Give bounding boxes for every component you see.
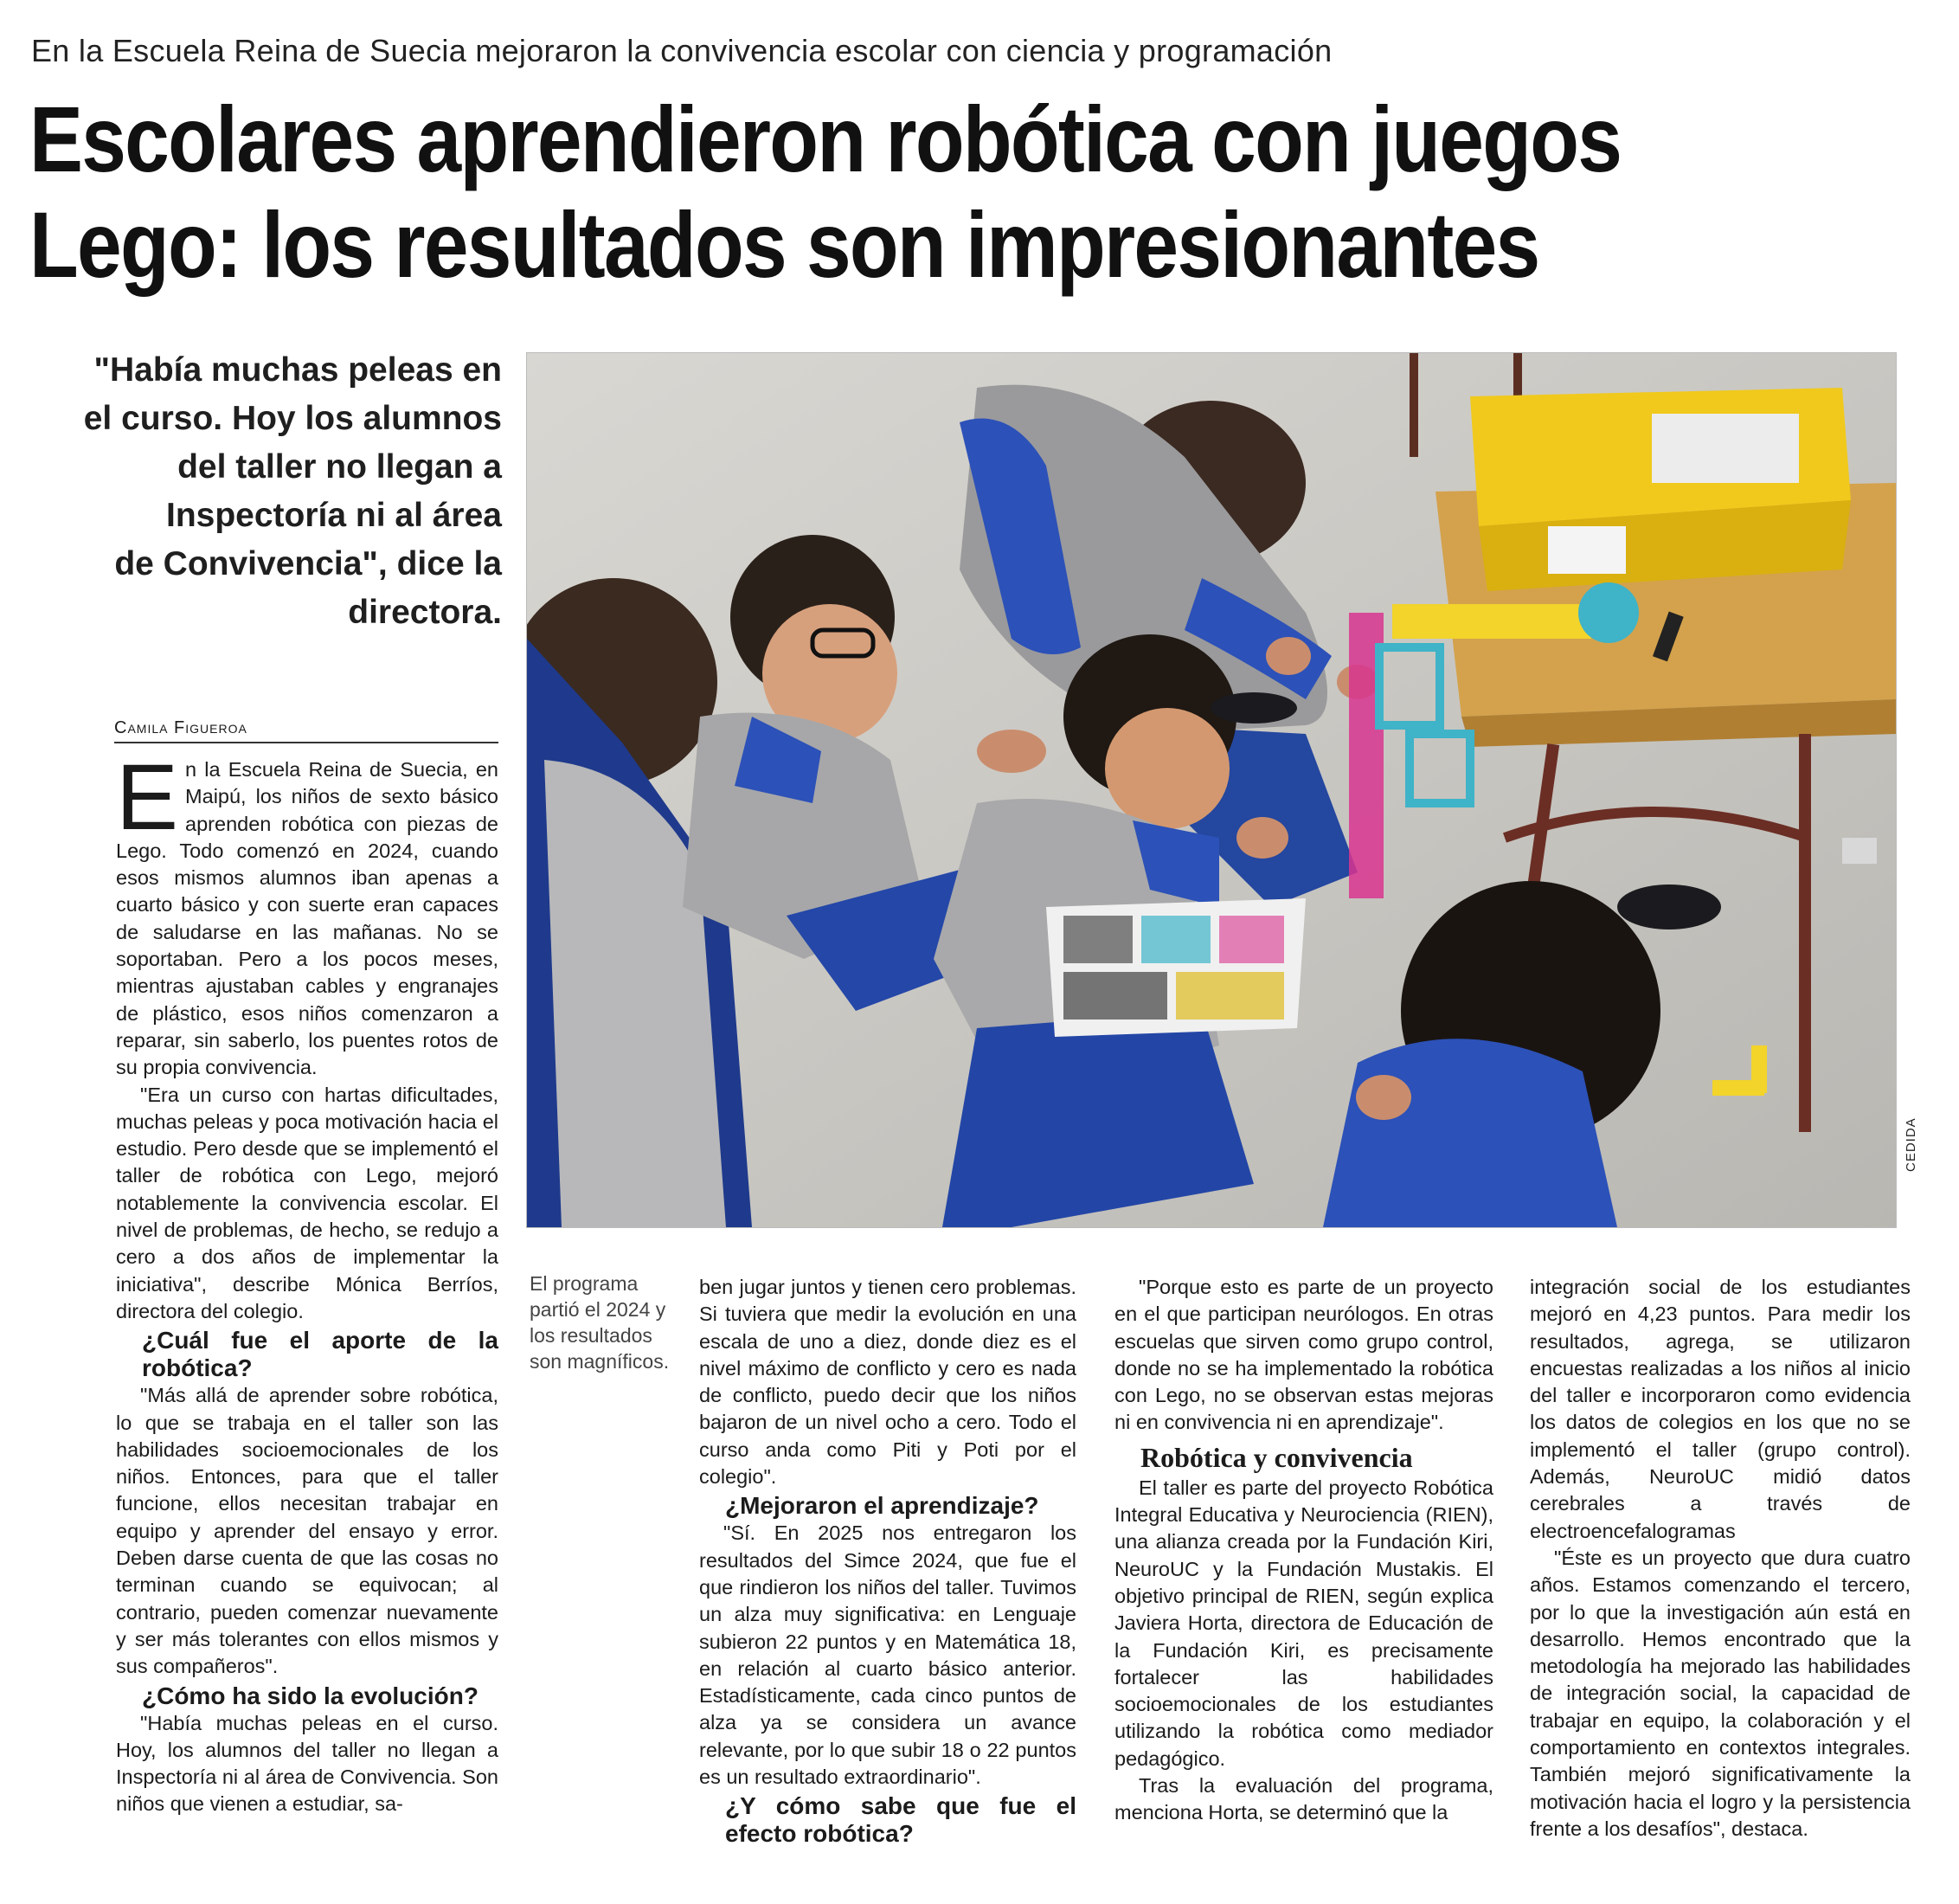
paragraph: "Más allá de aprender sobre robótica, lo que se trabaja en el taller son las habilidades socioemocionales de los niños. Entonces, para que el taller funcione, ellos necesitan trabajar en equipo y aprender del ensayo y error. Deben darse cuenta de que las cosas no terminan cuando se equivocan; al contrario, pueden comenzar nuevamente y ser más tolerantes con ellos mismos y sus compañeros".	[116, 1384, 498, 1678]
pull-quote-line: de Convivencia", dice la	[114, 545, 502, 582]
paragraph: "Era un curso con hartas dificultades, muchas peleas y poca motivación hacia el estudio. Pero desde que se implementó el taller de robótica con Lego, mejoró notablemente la convivencia escolar. El nivel de problemas, de hecho, se redujo a cero a dos años de implementar la iniciativa", describe Mónica Berríos, directora del colegio.	[116, 1083, 498, 1322]
paragraph: "Porque esto es parte de un proyecto en el que participan neurólogos. En otras escuelas que sirven como grupo control, donde no se ha implementado la robótica con Lego, no se observan estas mejoras ni en convivencia ni en aprendizaje".	[1114, 1276, 1493, 1434]
question-heading: ¿Y cómo sabe que fue el efecto robótica?	[725, 1792, 1076, 1848]
paragraph: "Había muchas peleas en el curso. Hoy, los alumnos del taller no llegan a Inspectoría ni al área de Convivencia. Son niños que vienen a estudiar, sa-	[116, 1711, 498, 1816]
paragraph: El taller es parte del proyecto Robótica Integral Educativa y Neurociencia (RIEN), una alianza creada por la Fundación Kiri, NeuroUC y la Fundación Mustakis. El objetivo principal de RIEN, según explica Javiera Horta, directora de Educación de la Fundación Kiri, es precisamente fortalecer las habilidades socioemocionales de los estudiantes utilizando la robótica como mediador pedagógico.	[1114, 1476, 1493, 1770]
paragraph: "Éste es un proyecto que dura cuatro años. Estamos comenzando el tercero, por lo que la investigación aún está en desarrollo. Hemos encontrado que la metodología ha mejorado las habilidades de integración social, la capacidad de trabajar en equipo, la colaboración y el comportamiento en contextos integrales. También mejoró significativamente la motivación hacia el logro y la persistencia frente a los desafíos", destaca.	[1530, 1546, 1911, 1840]
headline	[29, 87, 1667, 298]
question-heading: ¿Cómo ha sido la evolución?	[142, 1682, 479, 1709]
paragraph	[116, 744, 498, 1082]
drop-cap: E	[116, 744, 179, 849]
headline-line-1: Escolares aprendieron robótica con juegos	[29, 87, 1622, 191]
paragraph: Tras la evaluación del programa, menciona Horta, se determinó que la	[1114, 1774, 1493, 1824]
pull-quote-line: del taller no llegan a	[177, 448, 502, 486]
pull-quote	[52, 346, 502, 637]
photo-students-lego	[526, 352, 1897, 1228]
photo-illustration	[527, 353, 1896, 1227]
article-column-1	[116, 744, 498, 1818]
paragraph: "Sí. En 2025 nos entregaron los resultados del Simce 2024, que fue el que rindieron los niños del taller. Tuvimos un alza muy significativa: en Lenguaje subieron 22 puntos y en Matemática 18, en relación al cuarto básico anterior. Estadísticamente, cada cinco puntos de alza ya se considera un avance relevante, por lo que subir 18 o 22 puntos es un resultado extraordinario".	[699, 1521, 1076, 1789]
kicker: En la Escuela Reina de Suecia mejoraron la convivencia escolar con ciencia y programación	[31, 33, 1333, 68]
headline-line-2: Lego: los resultados son impresionantes	[29, 192, 1539, 297]
article-column-3	[1114, 1274, 1493, 1827]
paragraph: ben jugar juntos y tienen cero problemas. Si tuviera que medir la evolución en una escala de uno a diez, donde diez es el nivel máximo de conflicto y cero es nada de conflicto, puedo decir que los niños bajaron de un nivel ocho a cero. Todo el curso anda como Piti y Poti por el colegio".	[699, 1276, 1076, 1489]
question-heading: ¿Cuál fue el aporte de la robótica?	[142, 1327, 498, 1382]
paragraph: integración social de los estudiantes mejoró en 4,23 puntos. Para medir los resultados, agrega, se utilizaron encuestas realizadas a los niños al inicio del taller e incorporaron como evidencia los datos de colegios en los que no se implementó el taller (grupo control). Además, NeuroUC midió datos cerebrales a través de electroencefalogramas	[1530, 1276, 1911, 1542]
paragraph-text: n la Escuela Reina de Suecia, en Maipú, los niños de sexto básico aprenden robótica con piezas de Lego. Todo comenzó en 2024, cuando esos mismos alumnos iban apenas a cuarto básico y con suerte eran capaces de saludarse en las mañanas. No se soportaban. Pero a los pocos meses, mientras ajustaban cables y engranajes de plástico, esos niños comenzaron a reparar, sin saberlo, los puentes rotos de su propia convivencia.	[116, 758, 498, 1079]
pull-quote-line: el curso. Hoy los alumnos	[83, 400, 502, 437]
byline: Camila Figueroa	[114, 718, 498, 743]
photo-credit: CEDIDA	[1904, 1117, 1918, 1172]
pull-quote-line: Inspectoría ni al área	[165, 497, 502, 534]
photo-caption: El programa partió el 2024 y los resultados son magníficos.	[530, 1272, 670, 1373]
article-column-2	[699, 1274, 1076, 1848]
pull-quote-line: "Había muchas peleas en	[93, 351, 502, 389]
subheading: Robótica y convivencia	[1140, 1441, 1413, 1473]
article-column-4	[1530, 1274, 1911, 1843]
pull-quote-line: directora.	[348, 594, 502, 631]
question-heading: ¿Mejoraron el aprendizaje?	[725, 1492, 1039, 1520]
